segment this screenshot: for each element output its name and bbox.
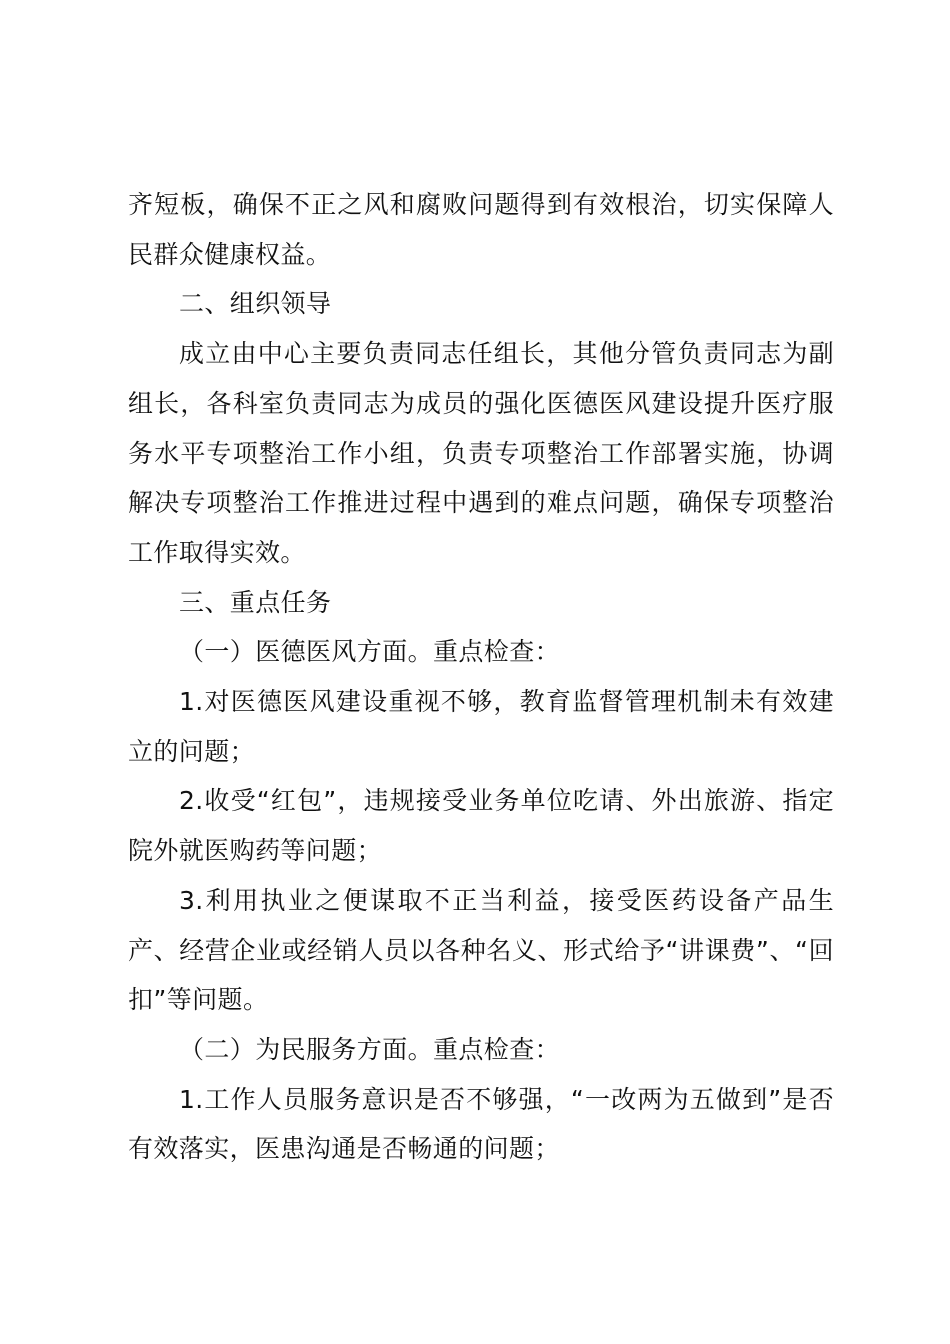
list-item: 2.收受“红包”，违规接受业务单位吃请、外出旅游、指定院外就医购药等问题；: [128, 786, 834, 866]
subsection-heading-public-service: （二）为民服务方面。重点检查：: [179, 1034, 561, 1064]
list-item: 1.对医德医风建设重视不够，教育监督管理机制未有效建立的问题；: [128, 687, 834, 766]
section-heading-organization: 二、组织领导: [179, 289, 332, 319]
paragraph-organization: 成立由中心主要负责同志任组长，其他分管负责同志为副组长，各科室负责同志为成员的强化医德医风建设提升医疗服务水平专项整治工作小组，负责专项整治工作部署实施，协调解决专项整治工作推进过程中遇到的难点问题，确保专项整治工作取得实效。: [128, 339, 834, 567]
list-item: 1.工作人员服务意识是否不够强，“一改两为五做到”是否有效落实，医患沟通是否畅通的问题；: [128, 1084, 834, 1164]
section-heading-key-tasks: 三、重点任务: [179, 587, 332, 617]
paragraph-continuation: 齐短板，确保不正之风和腐败问题得到有效根治，切实保障人民群众健康权益。: [128, 190, 834, 269]
document-body: [128, 180, 834, 1174]
subsection-heading-medical-ethics: （一）医德医风方面。重点检查：: [179, 637, 561, 667]
list-item: 3.利用执业之便谋取不正当利益，接受医药设备产品生产、经营企业或经销人员以各种名义、形式给予“讲课费”、“回扣”等问题。: [128, 885, 834, 1015]
